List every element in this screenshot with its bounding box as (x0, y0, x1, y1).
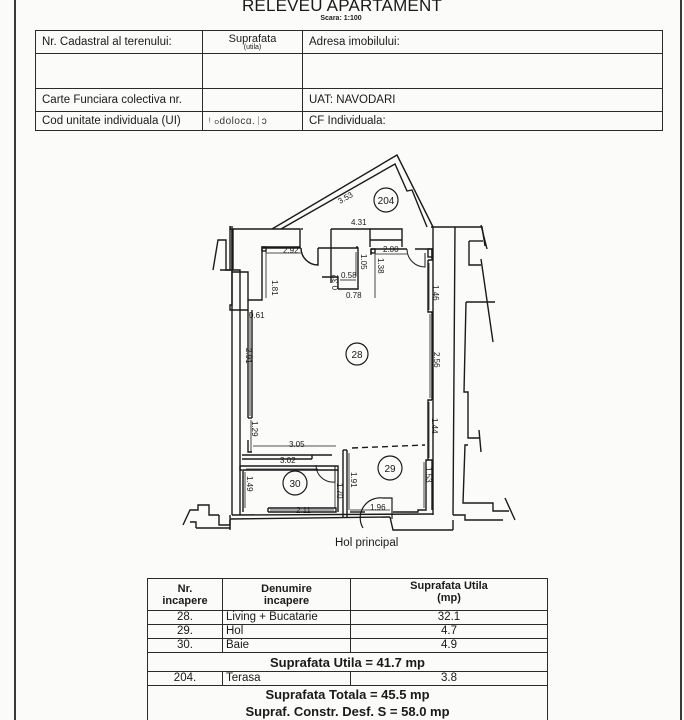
dim-1-91: 1.91 (349, 472, 358, 488)
room-area: 4.9 (351, 639, 548, 653)
dim-1-38: 1.38 (376, 258, 385, 274)
room-nr: 30. (148, 639, 223, 653)
hall-label: Hol principal (335, 537, 399, 549)
surface-sublabel: (utila) (243, 43, 262, 51)
cf-individuala-label: CF Individuala: (303, 112, 663, 131)
terrace-row (148, 672, 548, 686)
dim-2-00: 2.00 (383, 245, 399, 254)
table-row (148, 625, 548, 639)
subtotal-row (148, 653, 548, 672)
room-label-30: 30 (289, 479, 301, 490)
table-row (148, 639, 548, 653)
document-title: RELEVEU APARTAMENT (241, 0, 443, 15)
header-area: Suprafata Utila (mp) (351, 579, 548, 611)
dim-1-05: 1.05 (359, 254, 368, 270)
room-nr: 29. (148, 625, 223, 639)
built-area: Supraf. Constr. Desf. S = 58.0 mp (245, 704, 450, 719)
dim-top-width: 4.31 (351, 218, 367, 227)
dim-0-61: 0.61 (249, 311, 265, 320)
ui-code-value: ᵎ ჿdolocɑ.ᛁɔ (203, 112, 303, 131)
room-name: Hol (223, 625, 351, 639)
cf-colectiva-label: Carte Funciara colectiva nr. (36, 89, 203, 112)
room-name: Baie (223, 639, 351, 653)
room-label-29: 29 (384, 464, 396, 475)
cadastral-label: Nr. Cadastral al terenului: (36, 31, 203, 54)
dim-3-05: 3.05 (289, 440, 305, 449)
dim-1-29: 1.29 (250, 421, 259, 437)
dim-terrace-diag: 3.53 (336, 190, 355, 206)
header-nr: Nr. incapere (148, 579, 223, 611)
room-name: Living + Bucatarie (223, 611, 351, 625)
room-label-204: 204 (377, 196, 395, 207)
dim-1-53: 1.53 (424, 467, 433, 483)
dim-1-81: 1.81 (270, 280, 279, 296)
header-name: Denumire incapere (223, 579, 351, 611)
dim-2-91: 2.91 (244, 348, 253, 364)
rooms-table (147, 578, 548, 720)
totals-cell (148, 686, 548, 720)
dim-0-58: 0.58 (341, 271, 357, 280)
uat-label: UAT: NAVODARI (303, 89, 663, 112)
scale-label: Scara: 1:100 (320, 15, 362, 22)
surface-label: Suprafata (228, 32, 277, 45)
terrace-nr: 204. (148, 672, 223, 686)
room-nr: 28. (148, 611, 223, 625)
rooms-table-header (148, 579, 548, 611)
usable-area-total: Suprafata Utila = 41.7 mp (148, 653, 548, 672)
dim-1-96: 1.96 (370, 503, 386, 512)
table-row (148, 611, 548, 625)
room-area: 4.7 (351, 625, 548, 639)
dim-1-46: 1.46 (431, 285, 440, 301)
total-area: Suprafata Totala = 45.5 mp (265, 687, 430, 702)
dim-2-56: 2.56 (432, 352, 441, 368)
dim-3-02: 3.02 (280, 456, 296, 465)
terrace-area: 3.8 (351, 672, 548, 686)
totals-row (148, 686, 548, 720)
address-label: Adresa imobilului: (303, 31, 663, 54)
ui-code-label: Cod unitate individuala (UI) (36, 112, 203, 131)
dim-2-92: 2.92 (283, 246, 299, 255)
dim-1-44: 1.44 (430, 418, 439, 434)
dim-0-32: 0.32 (331, 274, 340, 290)
terrace-name: Terasa (223, 672, 351, 686)
dim-0-78: 0.78 (346, 291, 362, 300)
room-label-28: 28 (351, 350, 363, 361)
dim-1-49: 1.49 (245, 476, 254, 492)
room-area: 32.1 (351, 611, 548, 625)
dim-1-70: 1.70 (335, 483, 344, 499)
dim-2-11: 2.11 (296, 506, 311, 515)
